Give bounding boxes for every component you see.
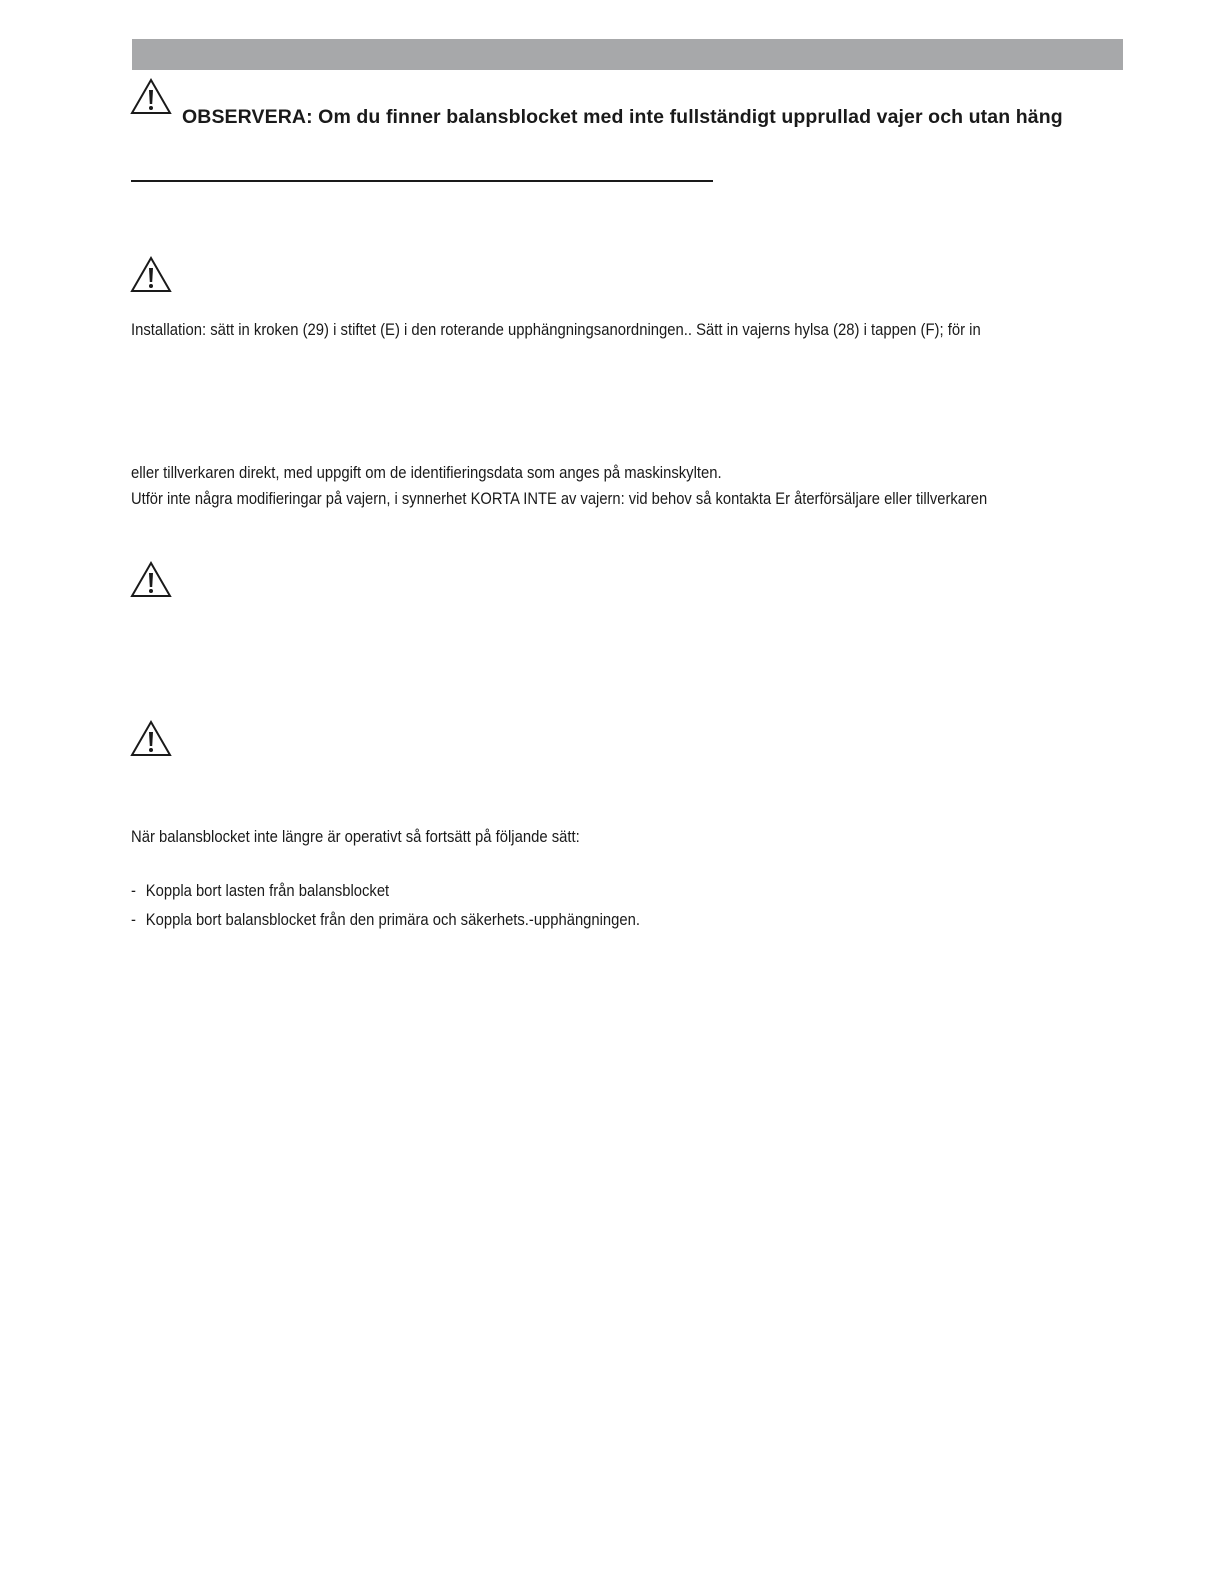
modification-warning-text: Utför inte några modifieringar på vajern, i synnerhet KORTA INTE av vajern: vid behov så kontakta Er återförsäljare eller tillverkaren <box>131 489 988 508</box>
list-item <box>131 910 640 930</box>
step-text: Koppla bort lasten från balansblocket <box>145 881 390 900</box>
warning-icon <box>130 256 172 294</box>
list-item <box>131 881 389 901</box>
installation-text: Installation: sätt in kroken (29) i stiftet (E) i den roterande upphängningsanordningen.. Sätt in vajerns hylsa (28) i tappen (F); för in <box>131 320 981 339</box>
warning-icon <box>130 720 172 758</box>
divider-line <box>131 180 713 182</box>
manufacturer-text: eller tillverkaren direkt, med uppgift om de identifieringsdata som anges på maskinskylten. <box>131 463 722 482</box>
step-text: Koppla bort balansblocket från den primära och säkerhets.-upphängningen. <box>145 910 640 929</box>
bullet-dash: - <box>131 881 136 900</box>
bullet-dash: - <box>131 910 136 929</box>
warning-icon <box>130 78 172 116</box>
header-bar <box>132 39 1123 70</box>
decommission-intro: När balansblocket inte längre är operativt så fortsätt på följande sätt: <box>131 827 580 846</box>
observe-heading: OBSERVERA: Om du finner balansblocket med inte fullständigt upprullad vajer och utan häng <box>182 106 1063 128</box>
warning-icon <box>130 561 172 599</box>
